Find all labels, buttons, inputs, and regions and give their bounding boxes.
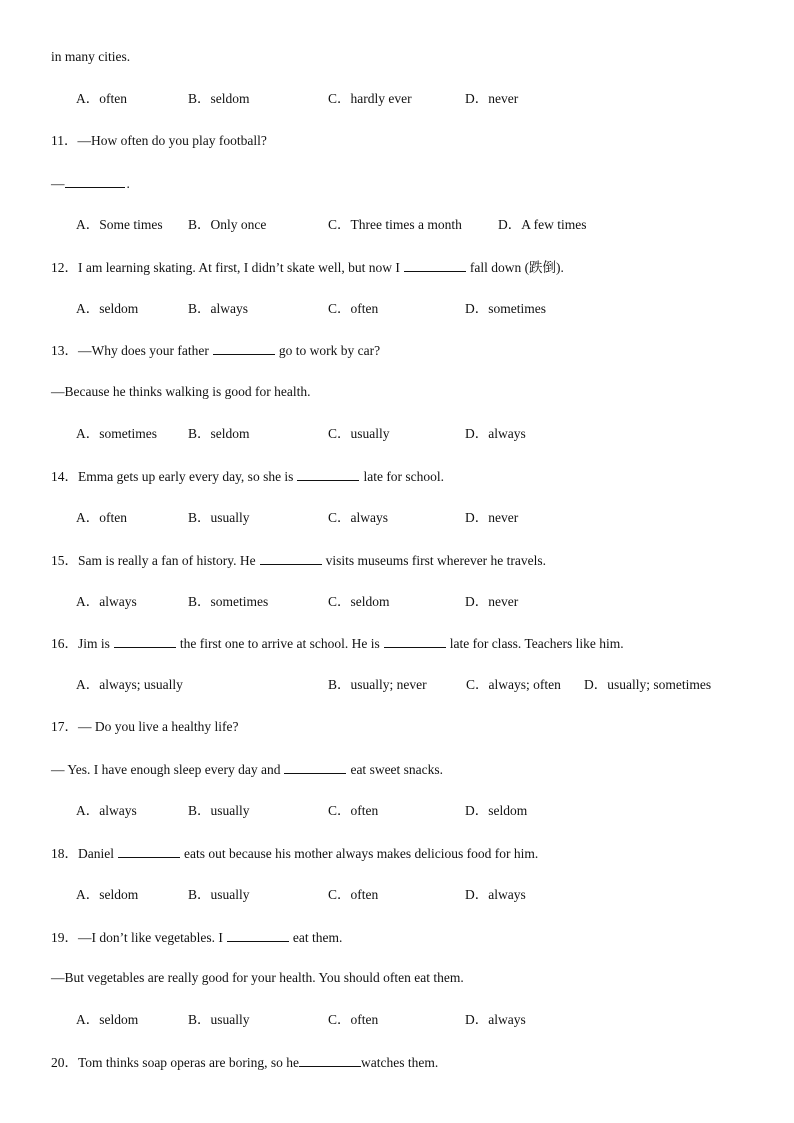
option-c[interactable]: C．often	[328, 887, 379, 902]
option-d[interactable]: D．never	[465, 594, 519, 609]
options-q11	[76, 216, 766, 234]
question-11-answer-line	[51, 174, 130, 193]
answer-blank[interactable]	[227, 928, 289, 942]
option-b[interactable]: B．Only once	[188, 217, 267, 232]
option-c[interactable]: C．usually	[328, 426, 390, 441]
options-q14	[76, 509, 766, 527]
option-a[interactable]: A．often	[76, 510, 127, 525]
option-c[interactable]: C．hardly ever	[328, 91, 412, 106]
option-c[interactable]: C．always; often	[466, 677, 561, 692]
answer-blank[interactable]	[65, 174, 125, 188]
question-19-reply	[51, 969, 464, 987]
option-b[interactable]: B．usually	[188, 803, 250, 818]
option-d[interactable]: D．A few times	[498, 217, 587, 232]
dialogue-reply: —Because he thinks walking is good for health.	[51, 384, 311, 399]
options-q15	[76, 593, 766, 611]
question-stem-end: visits museums first wherever he travels.	[325, 553, 547, 568]
option-d[interactable]: D．seldom	[465, 803, 528, 818]
question-continuation	[51, 48, 130, 66]
question-stem-end: go to work by car?	[278, 343, 381, 358]
option-d[interactable]: D．never	[465, 91, 519, 106]
question-17	[51, 718, 238, 736]
question-stem: 14．Emma gets up early every day, so she is	[51, 469, 294, 484]
period: .	[126, 176, 130, 191]
question-stem: 15．Sam is really a fan of history. He	[51, 553, 256, 568]
option-d[interactable]: D．usually; sometimes	[584, 677, 712, 692]
answer-blank-1[interactable]	[114, 634, 176, 648]
answer-blank[interactable]	[404, 258, 466, 272]
option-a[interactable]: A．always; usually	[76, 677, 183, 692]
question-13	[51, 341, 380, 360]
options-q10	[76, 90, 766, 108]
question-18	[51, 844, 538, 863]
option-d[interactable]: D．never	[465, 510, 519, 525]
question-stem: 16．Jim is	[51, 636, 110, 651]
option-d[interactable]: D．always	[465, 426, 526, 441]
option-a[interactable]: A．seldom	[76, 1012, 139, 1027]
answer-blank-2[interactable]	[384, 634, 446, 648]
question-stem: 13．—Why does your father	[51, 343, 209, 358]
question-stem-end: eat them.	[292, 930, 343, 945]
question-stem-end: eats out because his mother always makes delicious food for him.	[184, 846, 539, 861]
dialogue-reply: —But vegetables are really good for your health. You should often eat them.	[51, 970, 464, 985]
question-stem-end: watches them.	[361, 1055, 439, 1070]
option-a[interactable]: A．seldom	[76, 301, 139, 316]
option-a[interactable]: A．seldom	[76, 887, 139, 902]
option-b[interactable]: B．always	[188, 301, 248, 316]
options-q17	[76, 802, 766, 820]
question-stem-middle: the first one to arrive at school. He is	[179, 636, 380, 651]
question-11	[51, 132, 267, 150]
question-stem: 18．Daniel	[51, 846, 114, 861]
option-c[interactable]: C．often	[328, 803, 379, 818]
option-d[interactable]: D．always	[465, 1012, 526, 1027]
option-b[interactable]: B．usually	[188, 510, 250, 525]
options-q13	[76, 425, 766, 443]
option-d[interactable]: D．always	[465, 887, 526, 902]
options-q18	[76, 886, 766, 904]
question-stem-end: fall down (跌倒).	[469, 260, 564, 275]
question-19	[51, 928, 342, 947]
question-15	[51, 551, 546, 570]
dash: —	[51, 176, 65, 191]
dialogue-reply-end: eat sweet snacks.	[350, 762, 444, 777]
options-q16	[76, 676, 766, 694]
option-a[interactable]: A．always	[76, 803, 137, 818]
option-c[interactable]: C．often	[328, 1012, 379, 1027]
question-20	[51, 1053, 438, 1072]
answer-blank[interactable]	[299, 1053, 361, 1067]
option-a[interactable]: A．often	[76, 91, 127, 106]
options-q12	[76, 300, 766, 318]
question-13-reply	[51, 383, 310, 401]
answer-blank[interactable]	[118, 844, 180, 858]
answer-blank[interactable]	[297, 467, 359, 481]
question-stem-end: late for class. Teachers like him.	[449, 636, 624, 651]
question-stem: 12．I am learning skating. At first, I didn’t skate well, but now I	[51, 260, 400, 275]
question-stem: 11．—How often do you play football?	[51, 133, 267, 148]
question-stem: 20．Tom thinks soap operas are boring, so he	[51, 1055, 300, 1070]
option-c[interactable]: C．always	[328, 510, 388, 525]
option-b[interactable]: B．usually; never	[328, 677, 427, 692]
question-16	[51, 634, 624, 653]
answer-blank[interactable]	[260, 551, 322, 565]
option-c[interactable]: C．Three times a month	[328, 217, 462, 232]
option-b[interactable]: B．seldom	[188, 426, 250, 441]
question-stem: 17．— Do you live a healthy life?	[51, 719, 239, 734]
option-a[interactable]: A．Some times	[76, 217, 163, 232]
option-c[interactable]: C．often	[328, 301, 379, 316]
options-q19	[76, 1011, 766, 1029]
question-14	[51, 467, 444, 486]
option-b[interactable]: B．sometimes	[188, 594, 269, 609]
option-d[interactable]: D．sometimes	[465, 301, 546, 316]
answer-blank[interactable]	[284, 760, 346, 774]
option-b[interactable]: B．usually	[188, 887, 250, 902]
option-c[interactable]: C．seldom	[328, 594, 390, 609]
option-b[interactable]: B．seldom	[188, 91, 250, 106]
question-12	[51, 258, 564, 277]
dialogue-reply: — Yes. I have enough sleep every day and	[51, 762, 281, 777]
question-stem-end: late for school.	[363, 469, 445, 484]
option-b[interactable]: B．usually	[188, 1012, 250, 1027]
question-17-reply	[51, 760, 443, 779]
option-a[interactable]: A．sometimes	[76, 426, 157, 441]
option-a[interactable]: A．always	[76, 594, 137, 609]
continuation-text: in many cities.	[51, 49, 131, 64]
question-stem: 19．—I don’t like vegetables. I	[51, 930, 223, 945]
answer-blank[interactable]	[213, 341, 275, 355]
